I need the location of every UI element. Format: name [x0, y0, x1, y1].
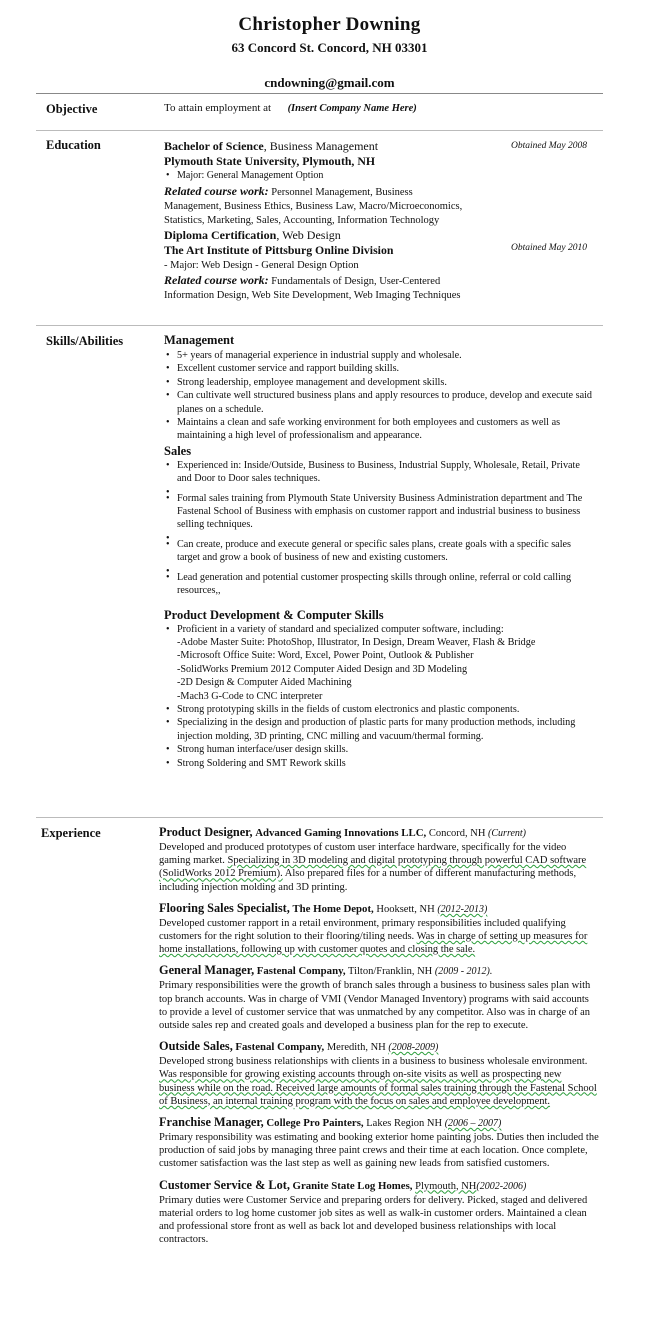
education-content [164, 138, 509, 303]
software-line: -Adobe Master Suite: PhotoShop, Illustrator, In Design, Dream Weaver, Flash & Bridge [177, 636, 536, 648]
management-item: • Strong leadership, employee management and development skills. [177, 376, 596, 389]
experience-label: Experience [41, 826, 101, 840]
product-intro [177, 623, 596, 703]
job-location: Tilton/Franklin, NH [348, 966, 433, 978]
management-item: • 5+ years of managerial experience in industrial supply and wholesale. [177, 349, 596, 362]
job-title: General Manager, [159, 963, 255, 978]
job-entry [159, 1039, 599, 1108]
degree2-courses-1: Fundamentals of Design, User-Centered [271, 276, 441, 288]
header-divider [36, 93, 603, 94]
degree1-courses [164, 184, 509, 228]
degree1-courses-1: Personnel Management, Business [271, 187, 413, 199]
job-location: Hooksett, NH [376, 903, 435, 915]
sales-list [164, 459, 596, 598]
product-item: • Strong prototyping skills in the fields of custom electronics and plastic components. [177, 703, 596, 716]
job-company: Granite State Log Homes, [292, 1179, 413, 1192]
degree1-course-label: Related course work: [164, 184, 269, 199]
job-location: Lakes Region NH [366, 1118, 443, 1130]
job-location: Plymouth, NH [415, 1180, 477, 1192]
job-company: Fastenal Company, [256, 965, 346, 978]
degree1-courses-2: Management, Business Ethics, Business Law, Macro/Microeconomics, [164, 201, 463, 213]
job-entry [159, 901, 599, 957]
sales-item: • Lead generation and potential customer prospecting skills through online, referral or cold calling resources,, [177, 571, 596, 598]
job-company: The Home Depot, [292, 902, 374, 915]
degree2-major: - Major: Web Design - General Design Option [164, 260, 359, 272]
degree2-school: The Art Institute of Pittsburg Online Division [164, 243, 394, 258]
product-intro-text: Proficient in a variety of standard and specialized computer software, including: [177, 623, 504, 635]
job-description [159, 841, 599, 894]
job-title: Customer Service & Lot, [159, 1177, 290, 1192]
job-entry [159, 963, 599, 1032]
sales-heading: Sales [164, 443, 192, 458]
job-desc-part: Also prepared files for a number of different manufacturing methods, including injection molding and 3D printing. [159, 868, 577, 893]
product-heading: Product Development & Computer Skills [164, 607, 384, 622]
software-line: -Mach3 G-Code to CNC interpreter [177, 690, 323, 702]
job-description: Primary duties were Customer Service and preparing orders for delivery. Picked, staged and delivered material orders to log home customer job sites as well as walk-in customer orders. Maintained a clean and professional store front as well as back lot and developed business relationships with local contractors. [159, 1194, 588, 1246]
job-description [159, 917, 599, 957]
objective-label: Objective [46, 102, 98, 116]
job-entry [159, 1178, 599, 1247]
degree1-school: Plymouth State University, Plymouth, NH [164, 154, 376, 168]
sales-item: • Formal sales training from Plymouth State University Business Administration department and The Fastenal School of Business with emphasis on customer rapport and industrial business to business selling techniques. [177, 492, 596, 532]
degree2-courses [164, 273, 509, 303]
skills-content [164, 333, 596, 770]
job-title: Outside Sales, [159, 1039, 233, 1054]
job-desc-flagged: Specializing in 3D modeling and digital prototyping through powerful CAD software (SolidWorks 2012 Premium). [159, 855, 587, 880]
product-list [164, 623, 596, 770]
job-description: Primary responsibilities were the growth of branch sales through a business to business sales plan with top branch accounts. Was in charge of VMI (Vendor Managed Inventory) programs with said accounts to provide a level of customer service that was unmatched by any competitor. Also was in charge of an outside sales rep and created goals and developed a business plan for the rep to execute. [159, 980, 591, 1032]
management-item: • Excellent customer service and rapport building skills. [177, 362, 596, 375]
objective-divider [36, 130, 603, 131]
job-title: Franchise Manager, [159, 1115, 264, 1130]
job-desc-flagged: Was responsible for growing existing accounts through on-site visits as well as prospecting new business while on the road. Received large amounts of formal sales training through the Fastenal School of Business, an internal training program with the focus on sales and employee development. [159, 1069, 597, 1107]
degree1-date: Obtained May 2008 [511, 141, 587, 151]
job-desc-flagged: Was in charge of setting up measures for home installations, following up with customer quotes and closing the sale. [159, 931, 588, 956]
skills-label: Skills/Abilities [46, 334, 124, 348]
job-title: Flooring Sales Specialist, [159, 900, 290, 915]
job-company: Fastenal Company, [235, 1041, 325, 1054]
software-line: -2D Design & Computer Aided Machining [177, 677, 352, 689]
job-title: Product Designer, [159, 825, 253, 839]
education-label: Education [46, 138, 101, 152]
job-dates: (2008-2009) [388, 1042, 439, 1054]
product-item: • Strong Soldering and SMT Rework skills [177, 757, 596, 770]
job-description: Primary responsibility was estimating and booking exterior home painting jobs. Duties then included the production of said jobs by managing three paint crews and their time at each location. Once complete, customer satisfaction was the last step as well as gaining new leads from satisfied customers. [159, 1132, 599, 1170]
job-desc-part: Developed strong business relationships with clients in a business to business wholesale environment. [159, 1056, 588, 1068]
company-placeholder: (Insert Company Name Here) [287, 103, 417, 114]
job-company: College Pro Painters, [266, 1117, 364, 1130]
degree2-date: Obtained May 2010 [511, 243, 587, 253]
job-desc-part: Developed and produced prototypes of custom user interface hardware, specifically for the video gaming market. [159, 842, 567, 867]
management-heading: Management [164, 333, 235, 347]
product-item: • Specializing in the design and production of plastic parts for many production methods, including injection molding, 3D printing, CNC milling and vacuum/thermal forming. [177, 716, 596, 743]
applicant-name: Christopher Downing [238, 14, 421, 35]
job-dates: (2012-2013) [437, 903, 488, 915]
degree1-title: Bachelor of Science [164, 139, 264, 153]
sales-item: • Experienced in: Inside/Outside, Business to Business, Industrial Supply, Wholesale, Retail, Private and Door to Door sales techniques. [177, 459, 596, 486]
job-dates: (2006 – 2007) [444, 1118, 502, 1130]
job-desc-part: Developed customer rapport in a retail environment, primary responsibilities included qualifying customers for the right solution to their flooring/tiling needs. [159, 917, 566, 943]
management-item: • Can cultivate well structured business plans and apply resources to produce, develop and execute said planes on a schedule. [177, 389, 596, 416]
degree1-courses-3: Statistics, Marketing, Sales, Accounting, Information Technology [164, 215, 440, 227]
applicant-address: 63 Concord St. Concord, NH 03301 [231, 40, 428, 55]
degree2-courses-2: Information Design, Web Site Development, Web Imaging Techniques [164, 290, 461, 302]
objective-text [164, 102, 417, 115]
skills-divider [36, 817, 603, 818]
software-line: -SolidWorks Premium 2012 Computer Aided Design and 3D Modeling [177, 663, 468, 675]
job-dates: (2009 - 2012). [434, 966, 493, 978]
job-dates: (Current) [488, 828, 527, 839]
job-entry [159, 825, 599, 894]
education-divider [36, 325, 603, 326]
applicant-email: cndowning@gmail.com [264, 75, 395, 90]
experience-content [159, 825, 599, 1246]
job-dates: (2002-2006) [476, 1180, 527, 1192]
sales-item: • Can create, produce and execute general or specific sales plans, create goals with a specific sales target and grow a book of business of new and existing customers. [177, 538, 596, 565]
job-description [159, 1055, 599, 1108]
job-location: Meredith, NH [326, 1042, 386, 1054]
management-item: • Maintains a clean and safe working environment for both employees and customers as well as maintaining a high level of professionalism and appearance. [177, 416, 596, 443]
job-location: Concord, NH [428, 828, 486, 839]
job-company: Advanced Gaming Innovations LLC, [255, 827, 427, 839]
management-list [164, 349, 596, 443]
degree1-major: • Major: General Management Option [177, 169, 509, 182]
degree2-course-label: Related course work: [164, 273, 269, 288]
objective-statement: To attain employment at [164, 102, 272, 114]
degree1-field: , Business Management [263, 139, 379, 153]
job-entry [159, 1115, 599, 1171]
product-item: • Strong human interface/user design skills. [177, 743, 596, 756]
degree2-title: Diploma Certification [164, 228, 277, 243]
degree2-field: , Web Design [276, 228, 341, 243]
software-line: -Microsoft Office Suite: Word, Excel, Power Point, Outlook & Publisher [177, 650, 474, 662]
